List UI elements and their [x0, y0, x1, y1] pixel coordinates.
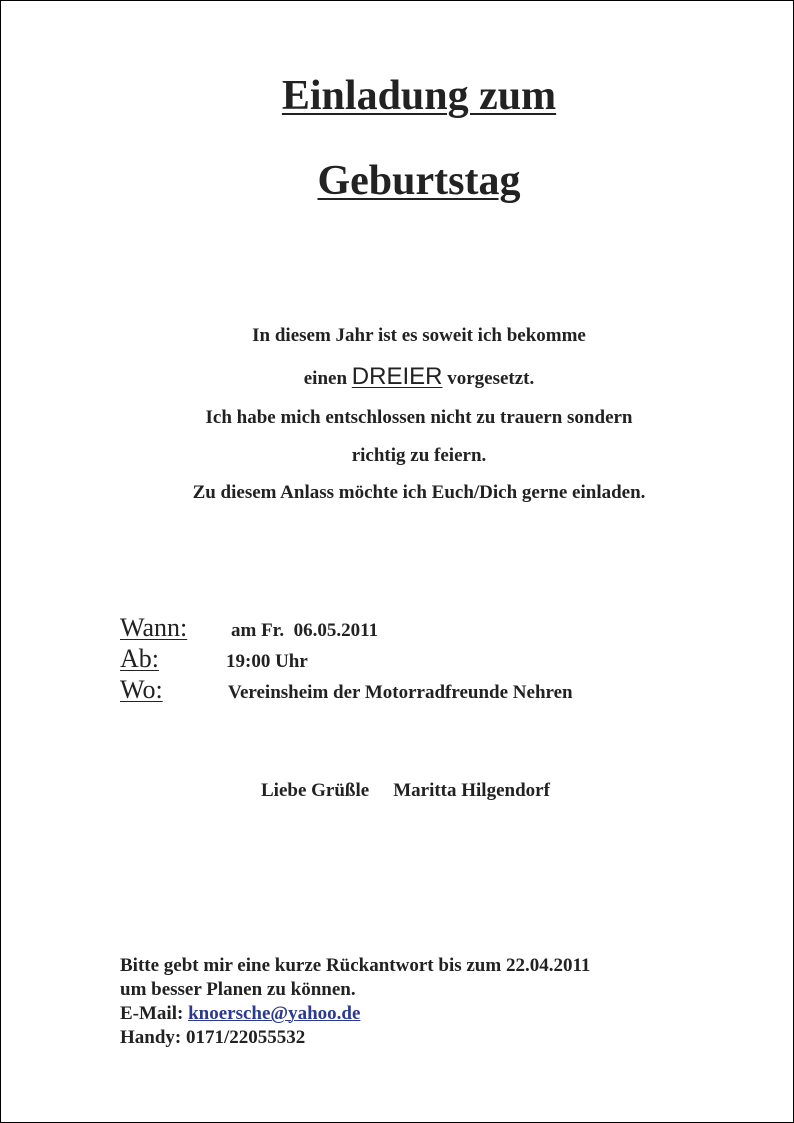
- intro-line-4: richtig zu feiern.: [351, 445, 487, 466]
- where-label: Wo:: [120, 675, 163, 704]
- intro-line-3: Ich habe mich entschlossen nicht zu trauern sondern: [205, 407, 633, 428]
- intro-line-2: [23, 365, 794, 389]
- greeting-signature: Maritta Hilgendorf: [393, 780, 550, 801]
- title-line-1: Einladung zum: [281, 73, 557, 119]
- from-label: Ab:: [120, 644, 159, 673]
- intro-line-1: In diesem Jahr ist es soweit ich bekomme: [252, 325, 586, 346]
- phone-line: [120, 1026, 590, 1050]
- from-value: 19:00 Uhr: [226, 651, 308, 672]
- phone-number: 0171/22055532: [186, 1027, 306, 1048]
- when-label: Wann:: [120, 613, 188, 642]
- email-label: E-Mail:: [120, 1003, 184, 1024]
- intro-line-2-prefix: einen: [303, 368, 348, 389]
- phone-label: Handy:: [120, 1027, 182, 1048]
- reply-line: Bitte gebt mir eine kurze Rückantwort bis zum 22.04.2011: [120, 955, 591, 976]
- when-value: am Fr. 06.05.2011: [231, 620, 379, 641]
- intro-line-5: Zu diesem Anlass möchte ich Euch/Dich gerne einladen.: [192, 482, 646, 503]
- reason-line: um besser Planen zu können.: [120, 979, 356, 1000]
- greeting: [261, 781, 550, 800]
- dreier-emphasis: DREIER: [351, 363, 443, 390]
- title-line-2: Geburtstag: [317, 158, 521, 204]
- greeting-text: Liebe Grüßle: [261, 780, 370, 801]
- where-value: Vereinsheim der Motorradfreunde Nehren: [228, 682, 573, 703]
- email-line: [120, 1002, 590, 1026]
- rsvp-footer: [120, 954, 590, 1050]
- email-link[interactable]: knoersche@yahoo.de: [188, 1003, 361, 1024]
- intro-line-2-suffix: vorgesetzt.: [447, 368, 535, 389]
